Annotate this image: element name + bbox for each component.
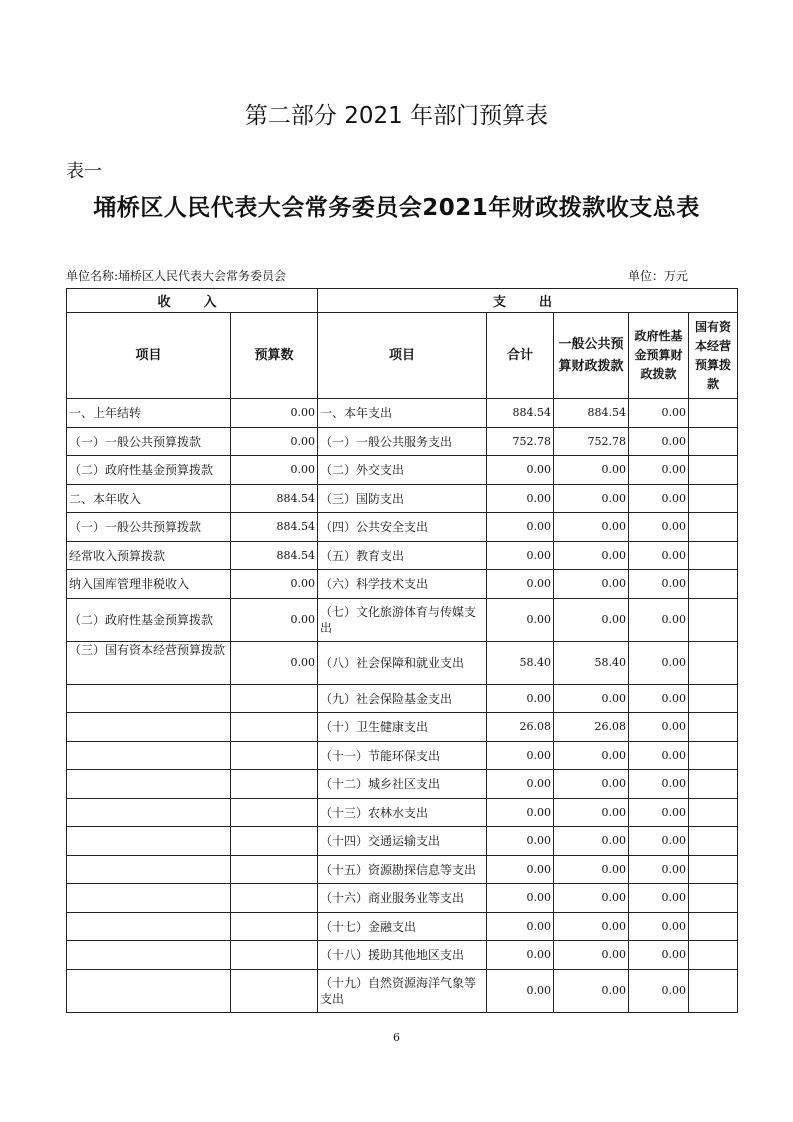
state-capital-cell <box>689 513 738 542</box>
general-public-cell: 0.00 <box>554 941 629 970</box>
general-public-cell: 0.00 <box>554 456 629 485</box>
gov-fund-cell: 0.00 <box>629 855 689 884</box>
general-public-cell: 0.00 <box>554 541 629 570</box>
income-amount-cell: 0.00 <box>231 456 318 485</box>
total-cell: 0.00 <box>487 541 554 570</box>
general-public-cell: 0.00 <box>554 684 629 713</box>
total-cell: 0.00 <box>487 969 554 1012</box>
state-capital-cell <box>689 641 738 684</box>
table-label: 表一 <box>66 161 102 182</box>
gov-fund-cell: 0.00 <box>629 741 689 770</box>
income-budget-header: 预算数 <box>231 313 318 399</box>
state-capital-cell <box>689 456 738 485</box>
state-capital-cell <box>689 713 738 742</box>
unit-label: 单位：万元 <box>628 269 689 283</box>
income-amount-cell <box>231 741 318 770</box>
table-row <box>67 427 738 456</box>
expense-header: 支 出 <box>318 289 738 313</box>
total-cell: 0.00 <box>487 884 554 913</box>
income-item-cell: 经常收入预算拨款 <box>67 541 231 570</box>
general-public-header: 一般公共预算财政拨款 <box>554 313 629 399</box>
income-item-header: 项目 <box>67 313 231 399</box>
income-item-cell <box>67 827 231 856</box>
expense-item-cell: （十二）城乡社区支出 <box>318 770 487 799</box>
general-public-cell: 0.00 <box>554 855 629 884</box>
general-public-cell: 0.00 <box>554 827 629 856</box>
state-capital-cell <box>689 969 738 1012</box>
income-item-cell <box>67 969 231 1012</box>
general-public-cell: 752.78 <box>554 427 629 456</box>
total-cell: 0.00 <box>487 456 554 485</box>
income-item-cell <box>67 684 231 713</box>
income-item-cell: （一）一般公共预算拨款 <box>67 513 231 542</box>
general-public-cell: 0.00 <box>554 513 629 542</box>
gov-fund-cell: 0.00 <box>629 884 689 913</box>
income-amount-cell <box>231 798 318 827</box>
table-row <box>67 399 738 428</box>
expense-item-cell: （七）文化旅游体育与传媒支出 <box>318 598 487 641</box>
income-amount-cell: 884.54 <box>231 541 318 570</box>
expense-item-cell: （十一）节能环保支出 <box>318 741 487 770</box>
expense-item-cell: （五）教育支出 <box>318 541 487 570</box>
expense-item-cell: 一、本年支出 <box>318 399 487 428</box>
state-capital-cell <box>689 427 738 456</box>
state-capital-cell <box>689 598 738 641</box>
section-title: 第二部分 2021 年部门预算表 <box>244 103 549 129</box>
page-title: 埇桥区人民代表大会常务委员会2021年财政拨款收支总表 <box>93 195 700 221</box>
total-cell: 0.00 <box>487 513 554 542</box>
total-cell: 58.40 <box>487 641 554 684</box>
state-capital-cell <box>689 684 738 713</box>
general-public-cell: 26.08 <box>554 713 629 742</box>
table-row <box>67 941 738 970</box>
total-cell: 0.00 <box>487 570 554 599</box>
total-cell: 752.78 <box>487 427 554 456</box>
state-capital-cell <box>689 941 738 970</box>
gov-fund-header: 政府性基金预算财政拨款 <box>629 313 689 399</box>
gov-fund-cell: 0.00 <box>629 713 689 742</box>
income-item-cell: （一）一般公共预算拨款 <box>67 427 231 456</box>
income-item-cell <box>67 770 231 799</box>
table-row <box>67 798 738 827</box>
expense-item-cell: （十七）金融支出 <box>318 912 487 941</box>
gov-fund-cell: 0.00 <box>629 399 689 428</box>
income-item-cell: （三）国有资本经营预算拨款 <box>67 641 231 684</box>
gov-fund-cell: 0.00 <box>629 827 689 856</box>
table-row <box>67 684 738 713</box>
income-amount-cell <box>231 855 318 884</box>
income-item-cell: 一、上年结转 <box>67 399 231 428</box>
gov-fund-cell: 0.00 <box>629 456 689 485</box>
expense-item-cell: （十八）援助其他地区支出 <box>318 941 487 970</box>
expense-item-cell: （三）国防支出 <box>318 484 487 513</box>
expense-item-cell: （十四）交通运输支出 <box>318 827 487 856</box>
state-capital-cell <box>689 912 738 941</box>
state-capital-cell <box>689 570 738 599</box>
income-amount-cell: 884.54 <box>231 513 318 542</box>
total-cell: 884.54 <box>487 399 554 428</box>
table-row <box>67 713 738 742</box>
expense-item-cell: （九）社会保险基金支出 <box>318 684 487 713</box>
gov-fund-cell: 0.00 <box>629 684 689 713</box>
gov-fund-cell: 0.00 <box>629 641 689 684</box>
table-row <box>67 456 738 485</box>
page-number: 6 <box>393 1031 400 1044</box>
state-capital-cell <box>689 884 738 913</box>
income-item-cell <box>67 798 231 827</box>
general-public-cell: 0.00 <box>554 912 629 941</box>
income-amount-cell <box>231 912 318 941</box>
gov-fund-cell: 0.00 <box>629 484 689 513</box>
table-row <box>67 598 738 641</box>
state-capital-cell <box>689 541 738 570</box>
gov-fund-cell: 0.00 <box>629 798 689 827</box>
income-amount-cell: 0.00 <box>231 399 318 428</box>
general-public-cell: 0.00 <box>554 484 629 513</box>
total-cell: 0.00 <box>487 798 554 827</box>
gov-fund-cell: 0.00 <box>629 513 689 542</box>
general-public-cell: 0.00 <box>554 884 629 913</box>
income-amount-cell: 0.00 <box>231 641 318 684</box>
income-amount-cell <box>231 827 318 856</box>
state-capital-cell <box>689 855 738 884</box>
income-item-cell <box>67 713 231 742</box>
state-capital-cell <box>689 484 738 513</box>
general-public-cell: 0.00 <box>554 570 629 599</box>
budget-table <box>66 288 738 1013</box>
gov-fund-cell: 0.00 <box>629 770 689 799</box>
expense-item-cell: （六）科学技术支出 <box>318 570 487 599</box>
income-amount-cell <box>231 941 318 970</box>
expense-item-cell: （四）公共安全支出 <box>318 513 487 542</box>
state-capital-cell <box>689 770 738 799</box>
expense-item-cell: （十六）商业服务业等支出 <box>318 884 487 913</box>
total-cell: 0.00 <box>487 484 554 513</box>
income-item-cell <box>67 912 231 941</box>
expense-item-cell: （十三）农林水支出 <box>318 798 487 827</box>
general-public-cell: 0.00 <box>554 969 629 1012</box>
total-cell: 0.00 <box>487 770 554 799</box>
income-amount-cell: 0.00 <box>231 427 318 456</box>
gov-fund-cell: 0.00 <box>629 598 689 641</box>
total-cell: 0.00 <box>487 855 554 884</box>
income-item-cell <box>67 884 231 913</box>
income-amount-cell <box>231 684 318 713</box>
income-amount-cell <box>231 884 318 913</box>
total-cell: 26.08 <box>487 713 554 742</box>
general-public-cell: 0.00 <box>554 741 629 770</box>
table-row <box>67 912 738 941</box>
state-capital-cell <box>689 741 738 770</box>
table-row <box>67 884 738 913</box>
expense-item-cell: （八）社会保障和就业支出 <box>318 641 487 684</box>
expense-item-header: 项目 <box>318 313 487 399</box>
expense-item-cell: （十）卫生健康支出 <box>318 713 487 742</box>
income-item-cell: （二）政府性基金预算拨款 <box>67 598 231 641</box>
gov-fund-cell: 0.00 <box>629 969 689 1012</box>
income-item-cell <box>67 855 231 884</box>
table-row <box>67 770 738 799</box>
income-amount-cell <box>231 770 318 799</box>
total-header: 合计 <box>487 313 554 399</box>
table-row <box>67 741 738 770</box>
total-cell: 0.00 <box>487 741 554 770</box>
gov-fund-cell: 0.00 <box>629 912 689 941</box>
gov-fund-cell: 0.00 <box>629 541 689 570</box>
total-cell: 0.00 <box>487 598 554 641</box>
income-amount-cell: 0.00 <box>231 570 318 599</box>
income-amount-cell <box>231 969 318 1012</box>
gov-fund-cell: 0.00 <box>629 427 689 456</box>
expense-item-cell: （十五）资源勘探信息等支出 <box>318 855 487 884</box>
general-public-cell: 0.00 <box>554 598 629 641</box>
income-item-cell <box>67 741 231 770</box>
general-public-cell: 0.00 <box>554 770 629 799</box>
state-capital-cell <box>689 827 738 856</box>
expense-item-cell: （二）外交支出 <box>318 456 487 485</box>
total-cell: 0.00 <box>487 684 554 713</box>
income-item-cell <box>67 941 231 970</box>
income-item-cell: 二、本年收入 <box>67 484 231 513</box>
income-amount-cell <box>231 713 318 742</box>
income-amount-cell: 0.00 <box>231 598 318 641</box>
general-public-cell: 0.00 <box>554 798 629 827</box>
unit-name: 单位名称:埇桥区人民代表大会常务委员会 <box>66 269 287 283</box>
income-header: 收 入 <box>67 289 318 313</box>
total-cell: 0.00 <box>487 941 554 970</box>
income-item-cell: （二）政府性基金预算拨款 <box>67 456 231 485</box>
income-amount-cell: 884.54 <box>231 484 318 513</box>
total-cell: 0.00 <box>487 912 554 941</box>
general-public-cell: 58.40 <box>554 641 629 684</box>
table-row <box>67 855 738 884</box>
total-cell: 0.00 <box>487 827 554 856</box>
gov-fund-cell: 0.00 <box>629 941 689 970</box>
table-row <box>67 641 738 684</box>
table-row <box>67 513 738 542</box>
state-capital-cell <box>689 399 738 428</box>
state-capital-header: 国有资本经营预算拨款 <box>689 313 738 399</box>
income-item-cell: 纳入国库管理非税收入 <box>67 570 231 599</box>
table-row <box>67 570 738 599</box>
general-public-cell: 884.54 <box>554 399 629 428</box>
table-row <box>67 969 738 1012</box>
table-row <box>67 827 738 856</box>
table-row <box>67 541 738 570</box>
expense-item-cell: （一）一般公共服务支出 <box>318 427 487 456</box>
expense-item-cell: （十九）自然资源海洋气象等支出 <box>318 969 487 1012</box>
gov-fund-cell: 0.00 <box>629 570 689 599</box>
state-capital-cell <box>689 798 738 827</box>
table-row <box>67 484 738 513</box>
